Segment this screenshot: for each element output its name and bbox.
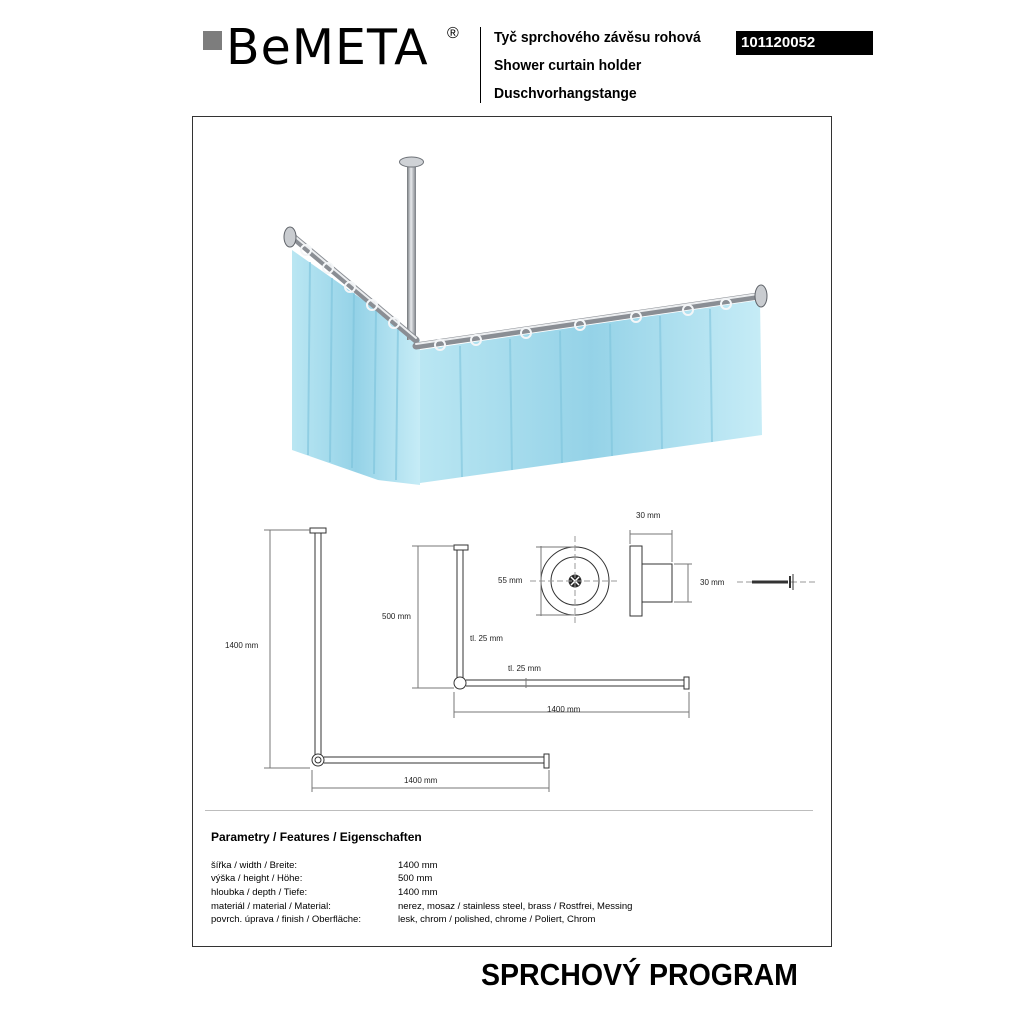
front-height-dimension: [264, 530, 310, 768]
product-title-de: Duschvorhangstange: [494, 85, 637, 102]
technical-drawing: [192, 500, 832, 800]
wall-flange-left: [284, 227, 296, 247]
side-width-label: 1400 mm: [547, 705, 581, 714]
feature-value-material: nerez, mosaz / stainless steel, brass / Rostfrei, Messing: [398, 901, 633, 912]
logo-mark: [203, 31, 222, 50]
product-photo: [270, 150, 780, 495]
flange-front-view: [530, 536, 620, 626]
feature-label-finish: povrch. úprava / finish / Oberfläche:: [211, 914, 361, 925]
ceiling-flange: [400, 157, 424, 167]
product-title-cz: Tyč sprchového závěsu rohová: [494, 29, 701, 46]
side-thickness-vertical-label: tl. 25 mm: [470, 634, 503, 643]
program-title: SPRCHOVÝ PROGRAM: [481, 957, 798, 992]
flange-side-view: [630, 530, 692, 616]
feature-label-depth: hloubka / depth / Tiefe:: [211, 887, 308, 898]
features-title: Parametry / Features / Eigenschaften: [211, 830, 422, 844]
side-view-outline: [454, 545, 689, 689]
flange-depth-label: 30 mm: [700, 578, 725, 587]
side-height-dimension: [412, 546, 454, 688]
product-code: 101120052: [736, 31, 873, 55]
side-height-label: 500 mm: [382, 612, 411, 621]
ceiling-rod: [407, 164, 416, 340]
feature-value-finish: lesk, chrom / polished, chrome / Poliert, Chrom: [398, 914, 596, 925]
feature-value-depth: 1400 mm: [398, 887, 438, 898]
feature-label-width: šířka / width / Breite:: [211, 860, 298, 871]
product-title-en: Shower curtain holder: [494, 57, 642, 74]
feature-label-material: materiál / material / Material:: [211, 901, 331, 912]
feature-value-width: 1400 mm: [398, 860, 438, 871]
front-width-label: 1400 mm: [404, 776, 438, 785]
feature-value-height: 500 mm: [398, 873, 433, 884]
registered-mark: ®: [447, 25, 459, 42]
front-height-label: 1400 mm: [225, 641, 259, 650]
front-view-outline: [310, 528, 549, 768]
mounting-screw: [737, 574, 817, 590]
wall-flange-right: [755, 285, 767, 307]
header-divider: [480, 27, 481, 103]
side-thickness-horizontal-label: tl. 25 mm: [508, 664, 541, 673]
flange-diameter-label: 55 mm: [498, 576, 523, 585]
section-divider: [205, 810, 813, 811]
brand-logo: BeMETA: [226, 19, 429, 76]
flange-width-label: 30 mm: [636, 511, 661, 520]
feature-label-height: výška / height / Höhe:: [211, 873, 303, 884]
